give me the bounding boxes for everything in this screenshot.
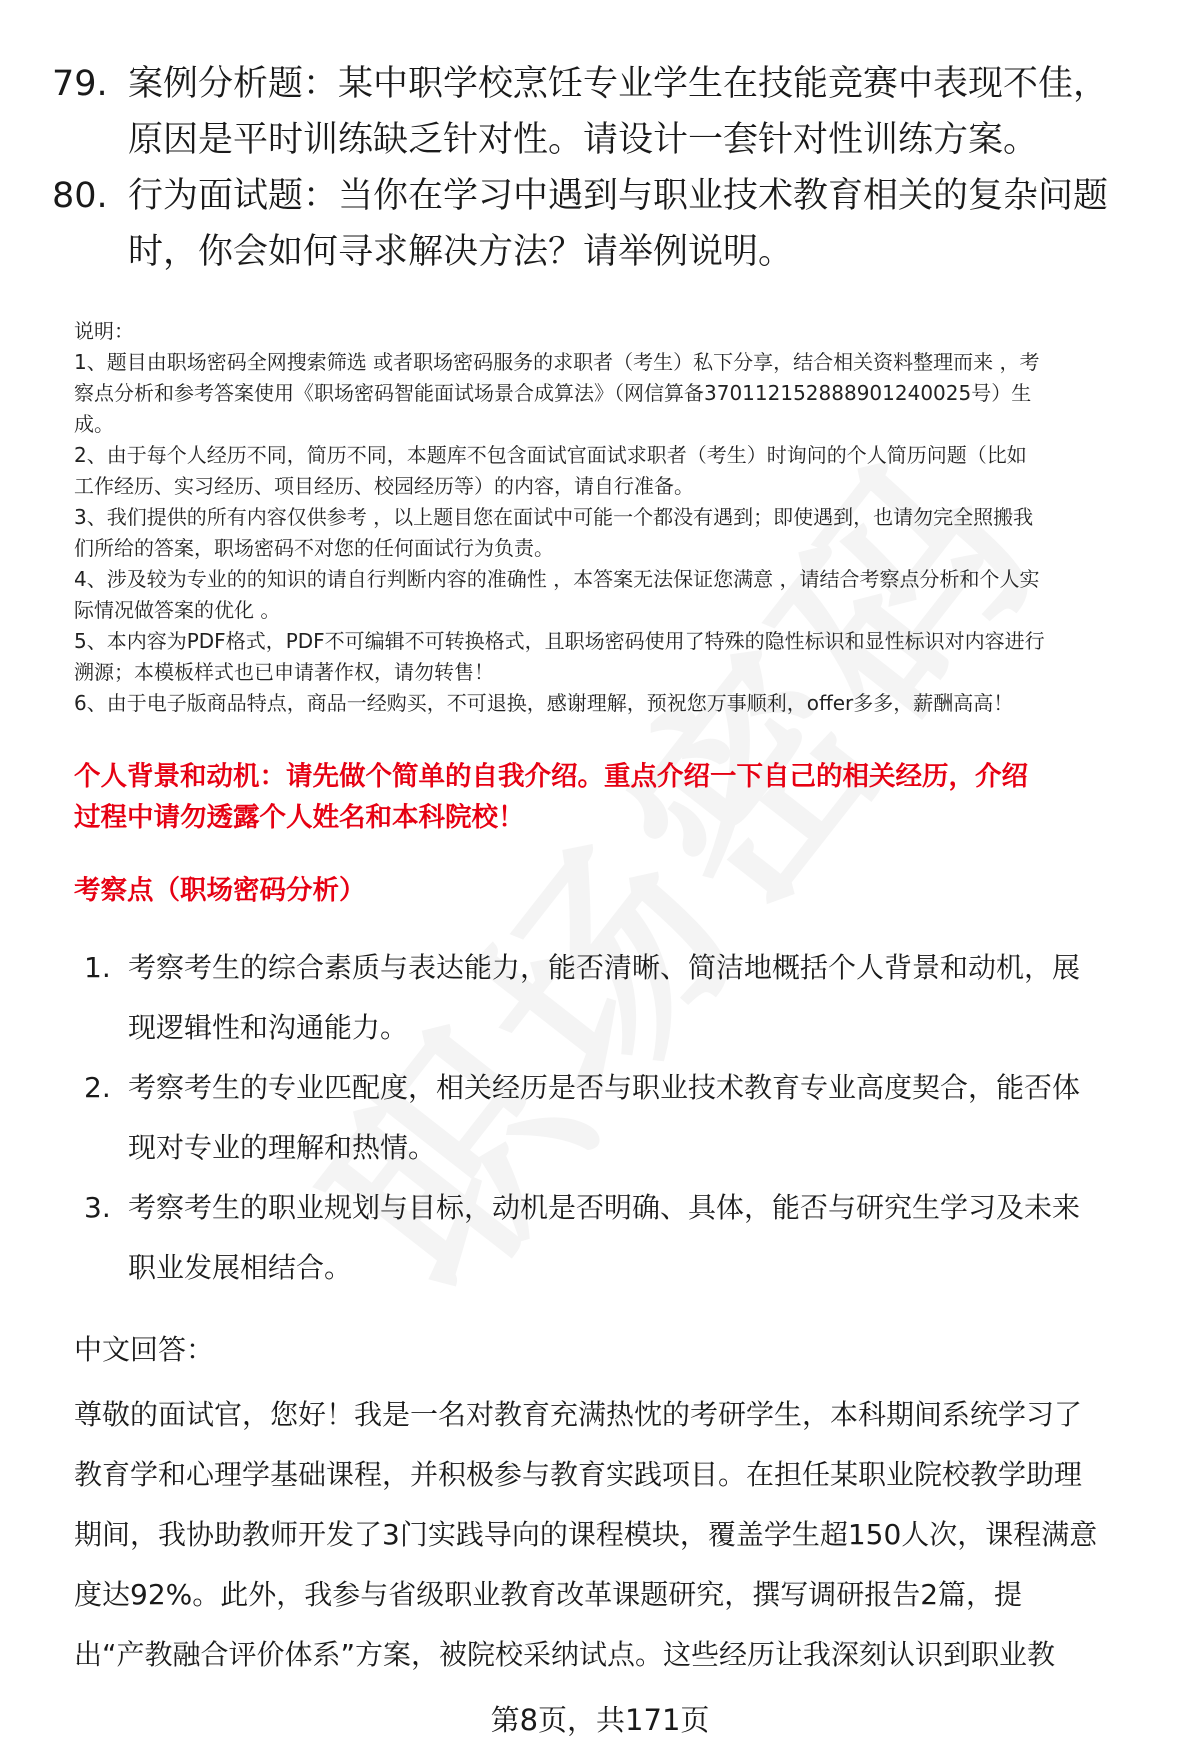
- notes-line: 成。: [74, 412, 114, 436]
- answer-line: 教育学和心理学基础课程，并积极参与教育实践项目。在担任某职业院校教学助理: [74, 1458, 1083, 1491]
- notes-line: 3、我们提供的所有内容仅供参考 ，以上题目您在面试中可能一个都没有遇到；即使遇到，也请勿完全照搬我: [74, 505, 1034, 529]
- answer-line: 尊敬的面试官，您好！我是一名对教育充满热忱的考研学生，本科期间系统学习了: [74, 1398, 1083, 1431]
- point-text-line: 考察考生的综合素质与表达能力，能否清晰、简洁地概括个人背景和动机，展: [128, 951, 1081, 984]
- point-text-line: 考察考生的职业规划与目标，动机是否明确、具体，能否与研究生学习及未来: [128, 1191, 1081, 1224]
- question-text-line: 行为面试题：当你在学习中遇到与职业技术教育相关的复杂问题: [128, 176, 1109, 216]
- question-text-line: 案例分析题：某中职学校烹饪专业学生在技能竞赛中表现不佳，: [128, 64, 1109, 104]
- answer-body: [74, 1385, 1164, 1685]
- question-79: [52, 56, 1142, 168]
- point-text-line: 现逻辑性和沟通能力。: [128, 1011, 409, 1044]
- heading-line: 个人背景和动机：请先做个简单的自我介绍。重点介绍一下自己的相关经历，介绍: [74, 761, 1028, 792]
- notes-title: 说明：: [74, 319, 134, 343]
- notes-line: 1、题目由职场密码全网搜索筛选 或者职场密码服务的求职者（考生）私下分享，结合相关资料整理而来 ，考: [74, 350, 1040, 374]
- notes-line: 2、由于每个人经历不同，简历不同，本题库不包含面试官面试求职者（考生）时询问的个人简历问题（比如: [74, 443, 1027, 467]
- question-80: [52, 168, 1142, 280]
- notes-line: 6、由于电子版商品特点，商品一经购买，不可退换，感谢理解，预祝您万事顺利，offer多多，薪酬高高！: [74, 691, 1014, 715]
- notes-line: 际情况做答案的优化 。: [74, 598, 281, 622]
- point-text-line: 职业发展相结合。: [128, 1251, 353, 1284]
- notes-line: 5、本内容为PDF格式，PDF不可编辑不可转换格式，且职场密码使用了特殊的隐性标识和显性标识对内容进行: [74, 629, 1045, 653]
- answer-line: 度达92%。此外，我参与省级职业教育改革课题研究，撰写调研报告2篇，提: [74, 1578, 1023, 1611]
- question-number: 79.: [52, 64, 108, 104]
- point-text-line: 考察考生的专业匹配度，相关经历是否与职业技术教育专业高度契合，能否体: [128, 1071, 1081, 1104]
- notes-line: 们所给的答案，职场密码不对您的任何面试行为负责。: [74, 536, 554, 560]
- notes-line: 工作经历、实习经历、项目经历、校园经历等）的内容，请自行准备。: [74, 474, 694, 498]
- disclaimer-notes: [74, 316, 1158, 719]
- answer-label: 中文回答：: [74, 1333, 215, 1366]
- analysis-points-list: [84, 938, 1154, 1298]
- list-item: [84, 1178, 1154, 1298]
- question-text-line: 时，你会如何寻求解决方法？请举例说明。: [128, 232, 794, 272]
- heading-line: 过程中请勿透露个人姓名和本科院校！: [74, 802, 525, 833]
- notes-line: 溯源；本模板样式也已申请著作权，请勿转售！: [74, 660, 494, 684]
- list-item: [84, 938, 1154, 1058]
- notes-line: 4、涉及较为专业的的知识的请自行判断内容的准确性 ，本答案无法保证您满意 ，请结合考察点分析和个人实: [74, 567, 1040, 591]
- interview-question-heading: [74, 756, 1154, 838]
- list-item: [84, 1058, 1154, 1178]
- question-text-line: 原因是平时训练缺乏针对性。请设计一套针对性训练方案。: [128, 120, 1039, 160]
- point-number: 1.: [84, 951, 111, 984]
- answer-line: 出“产教融合评价体系”方案，被院校采纳试点。这些经历让我深刻认识到职业教: [74, 1638, 1056, 1671]
- page-footer: 第8页，共171页: [490, 1703, 710, 1737]
- point-number: 3.: [84, 1191, 111, 1224]
- notes-line: 察点分析和参考答案使用《职场密码智能面试场景合成算法》（网信算备370112152888901240025号）生: [74, 381, 1032, 405]
- question-number: 80.: [52, 176, 108, 216]
- point-text-line: 现对专业的理解和热情。: [128, 1131, 437, 1164]
- analysis-heading: 考察点（职场密码分析）: [74, 875, 366, 906]
- point-number: 2.: [84, 1071, 111, 1104]
- answer-line: 期间，我协助教师开发了3门实践导向的课程模块，覆盖学生超150人次，课程满意: [74, 1518, 1098, 1551]
